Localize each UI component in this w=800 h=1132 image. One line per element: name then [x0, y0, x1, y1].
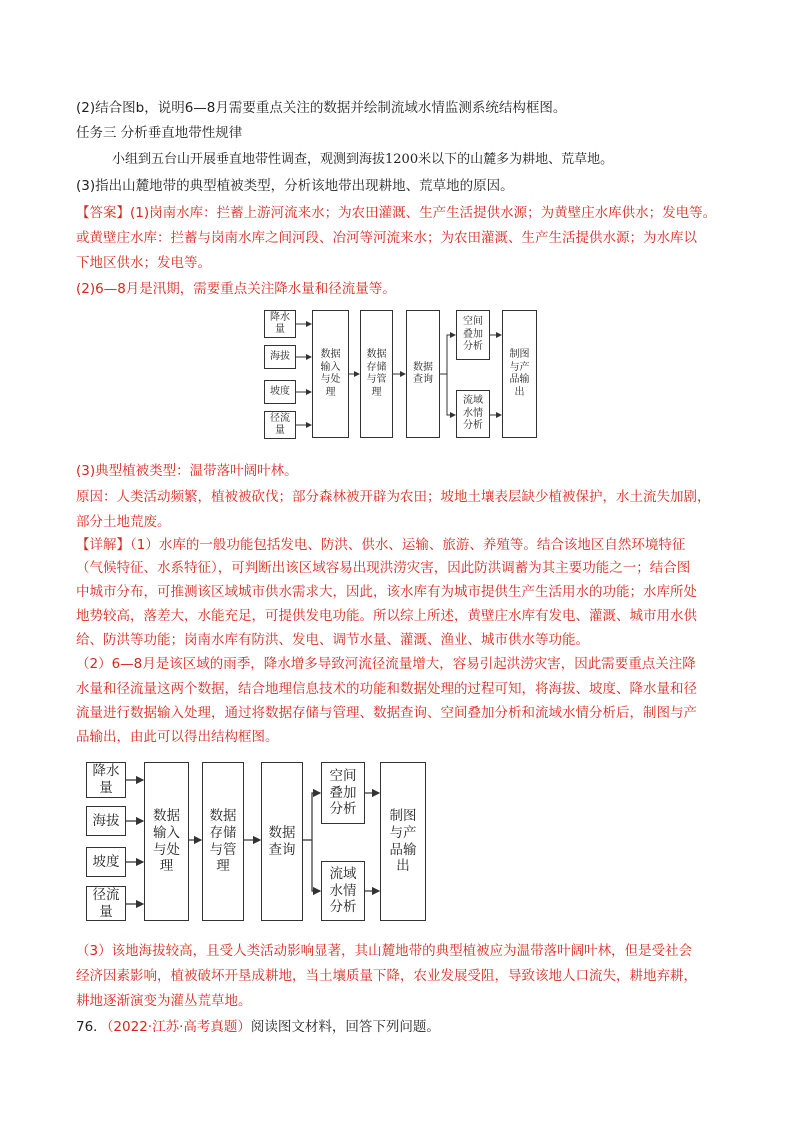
- flowchart-small: [260, 308, 540, 440]
- flowchart-small-arrows: [260, 308, 540, 440]
- answer-2-text: (2)6—8月是汛期，需要重点关注降水量和径流量等。: [76, 281, 396, 297]
- flow-large-storage: 数据 存储 与管 理: [202, 762, 244, 921]
- detail-2-line2: 水量和径流量这两个数据，结合地理信息技术的功能和数据处理的过程可知，将海拔、坡度、降水量和径: [76, 681, 697, 697]
- question-76-heading: [76, 1018, 440, 1036]
- flow-small-output: 制图 与产 品输 出: [502, 310, 537, 438]
- flow-small-input-runoff: 径流 量: [264, 411, 296, 439]
- answer-3-vegetation: (3)典型植被类型：温带落叶阔叶林。: [76, 463, 298, 479]
- flow-small-input-slope: 坡度: [264, 380, 296, 404]
- detail-2-line3: 流量进行数据输入处理，通过将数据存储与管理、数据查询、空间叠加分析和流域水情分析后，制图与产: [76, 705, 697, 721]
- task-3-heading: 任务三 分析垂直地带性规律: [76, 125, 243, 141]
- question-prompt: 阅读图文材料，回答下列问题。: [250, 1019, 440, 1035]
- flow-small-query: 数据 查询: [406, 310, 440, 438]
- detail-1-line4: 地势较高，落差大，水能充足，可提供发电功能。所以综上所述，黄壁庄水库有发电、灌溉、城市用水供: [76, 608, 697, 624]
- answer-1-line3: 下地区供水；发电等。: [76, 255, 211, 271]
- flow-small-input-elevation: 海拔: [264, 345, 296, 369]
- detail-1-line5: 给、防洪等功能；岗南水库有防洪、发电、调节水量、灌溉、渔业、城市供水等功能。: [76, 632, 589, 648]
- flow-large-input-elevation: 海拔: [86, 806, 126, 836]
- detail-2-line1: （2）6—8月是该区域的雨季，降水增多导致河流径流量增大，容易引起洪涝灾害，因此需要重点关注降: [76, 656, 696, 672]
- detail-1-line3: 中城市分布，可推测该区域城市供水需求大，因此，该水库有为城市提供生产生活用水的功能；水库所处: [76, 584, 697, 600]
- detail-3-line3: 耕地逐渐演变为灌丛荒草地。: [76, 993, 252, 1009]
- flow-large-hydro: 流域 水情 分析: [321, 861, 365, 921]
- question-3-text: (3)指出山麓地带的典型植被类型，分析该地带出现耕地、荒草地的原因。: [76, 178, 514, 194]
- detail-2-line4: 品输出，由此可以得出结构框图。: [76, 729, 279, 745]
- question-source: （2022·江苏·高考真题）: [106, 1019, 251, 1035]
- flowchart-large-arrows: [82, 760, 430, 923]
- flow-small-storage: 数据 存储 与管 理: [360, 310, 393, 438]
- flowchart-large: [82, 760, 430, 923]
- detail-3-line1: （3）该地海拔较高，且受人类活动影响显著，其山麓地带的典型植被应为温带落叶阔叶林，但是受社会: [76, 943, 693, 959]
- detail-1-line1: 【详解】（1）水库的一般功能包括发电、防洪、供水、运输、旅游、养殖等。结合该地区自然环境特征: [76, 537, 686, 553]
- question-number: 76．: [76, 1019, 107, 1035]
- flow-small-hydro: 流域 水情 分析: [456, 390, 490, 438]
- question-2-text: (2)结合图b，说明6—8月需要重点关注的数据并绘制流域水情监测系统结构框图。: [76, 100, 567, 116]
- detail-1-line2: （气候特征、水系特征），可判断出该区域容易出现洪涝灾害，因此防洪调蓄为其主要功能之一；结合图: [76, 560, 691, 576]
- flow-large-query: 数据 查询: [261, 762, 303, 921]
- answer-1-line1: 【答案】(1)岗南水库：拦蓄上游河流来水；为农田灌溉、生产生活提供水源；为黄壁庄水库供水；发电等。: [76, 205, 717, 221]
- flow-large-overlay: 空间 叠加 分析: [321, 762, 365, 824]
- flow-large-input-rain: 降水 量: [86, 762, 126, 798]
- flow-small-input-rain: 降水 量: [264, 310, 296, 338]
- answer-3-reason-line1: 原因：人类活动频繁，植被被砍伐；部分森林被开辟为农田；坡地土壤表层缺少植被保护，水土流失加剧，: [76, 489, 711, 505]
- flow-large-output: 制图 与产 品输 出: [380, 762, 426, 921]
- flow-large-input-runoff: 径流 量: [86, 886, 126, 921]
- flow-large-input-process: 数据 输入 与处 理: [144, 762, 189, 921]
- answer-3-reason-line2: 部分土地荒废。: [76, 514, 171, 530]
- task-3-description: 小组到五台山开展垂直地带性调查，观测到海拔1200米以下的山麓多为耕地、荒草地。: [112, 152, 614, 167]
- flow-large-input-slope: 坡度: [86, 847, 126, 877]
- flow-small-overlay: 空间 叠加 分析: [456, 310, 490, 360]
- detail-3-line2: 经济因素影响，植被破坏开垦成耕地，当土壤质量下降，农业发展受阻，导致该地人口流失，耕地弃耕，: [76, 968, 697, 984]
- answer-1-line2: 或黄壁庄水库：拦蓄与岗南水库之间河段、冶河等河流来水；为农田灌溉、生产生活提供水源；为水库以: [76, 230, 697, 246]
- flow-small-input-process: 数据 输入 与处 理: [312, 310, 349, 438]
